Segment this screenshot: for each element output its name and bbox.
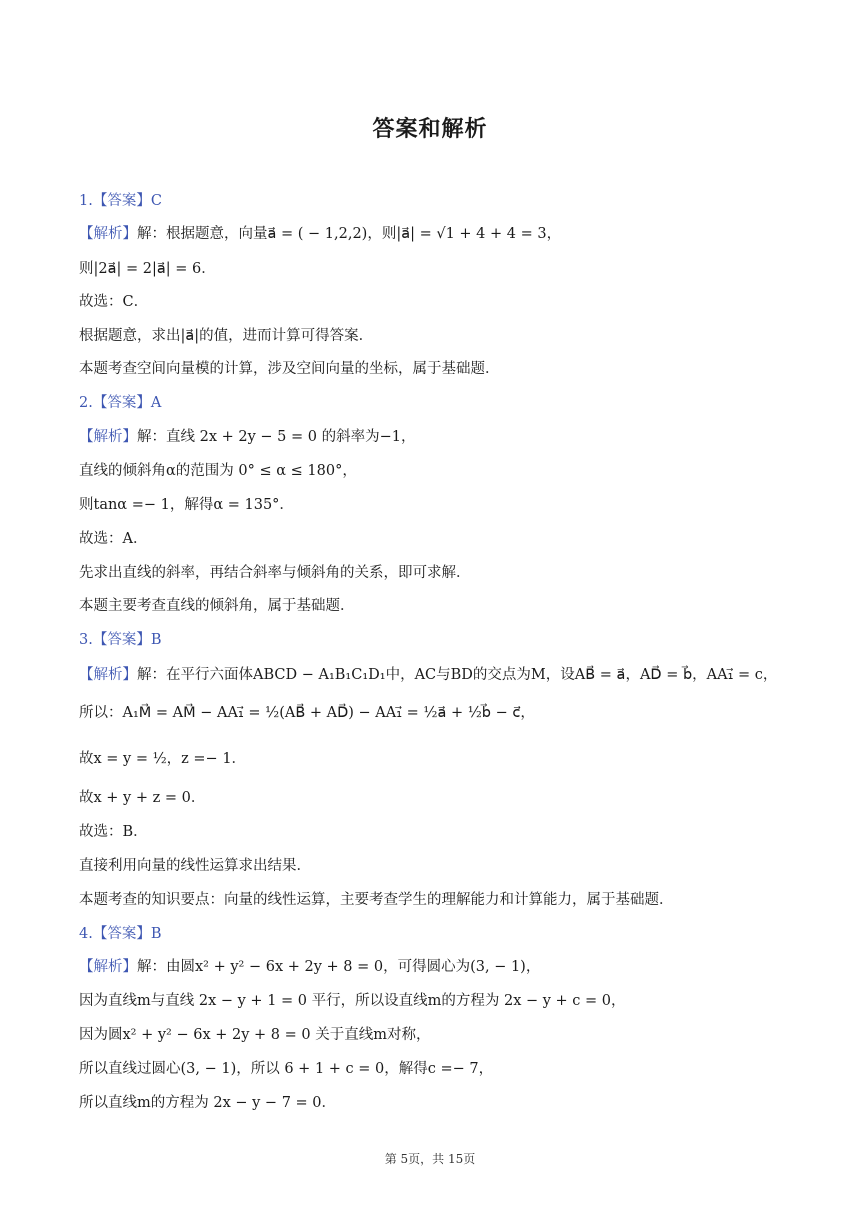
explanation-line: 故选：B． — [79, 824, 148, 840]
analysis-tag: 【解析】 — [79, 959, 137, 975]
explanation-line: 【解析】解：直线 2x + 2y − 5 = 0 的斜率为−1， — [79, 429, 416, 445]
explanation-line: 根据题意，求出|a⃗|的值，进而计算可得答案． — [79, 328, 374, 344]
analysis-tag: 【解析】 — [79, 667, 137, 683]
answer-header-4: 4.【答案】B — [79, 926, 162, 942]
explanation-line: 所以：A₁M⃗ = AM⃗ − AA₁⃗ = ½(AB⃗ + AD⃗) − AA₁⃗ = ½a⃗ + ½b⃗ − c⃗， — [79, 705, 535, 721]
explanation-line: 【解析】解：由圆x² + y² − 6x + 2y + 8 = 0，可得圆心为(3, − 1)， — [79, 959, 541, 975]
explanation-line: 因为直线m与直线 2x − y + 1 = 0 平行，所以设直线m的方程为 2x − y + c = 0， — [79, 993, 626, 1009]
explanation-line: 所以直线过圆心(3, − 1)，所以 6 + 1 + c = 0，解得c =− 7， — [79, 1061, 494, 1077]
answer-header-1: 1.【答案】C — [79, 193, 162, 209]
explanation-line: 【解析】解：在平行六面体ABCD − A₁B₁C₁D₁中，AC与BD的交点为M，设AB⃗ = a⃗，AD⃗ = b⃗，AA₁⃗ = c， — [79, 667, 778, 683]
explanation-line: 直接利用向量的线性运算求出结果． — [79, 858, 311, 874]
answer-header-3: 3.【答案】B — [79, 632, 162, 648]
explanation-line: 因为圆x² + y² − 6x + 2y + 8 = 0 关于直线m对称， — [79, 1027, 431, 1043]
explanation-line: 本题考查的知识要点：向量的线性运算，主要考查学生的理解能力和计算能力，属于基础题． — [79, 892, 674, 908]
explanation-line: 本题主要考查直线的倾斜角，属于基础题． — [79, 598, 355, 614]
explanation-line: 则|2a⃗| = 2|a⃗| = 6． — [79, 261, 216, 277]
explanation-line: 故选：C． — [79, 294, 149, 310]
explanation-line: 直线的倾斜角α的范围为 0° ≤ α ≤ 180°， — [79, 463, 357, 479]
explanation-line: 所以直线m的方程为 2x − y − 7 = 0． — [79, 1095, 337, 1111]
analysis-tag: 【解析】 — [79, 429, 137, 445]
answer-header-2: 2.【答案】A — [79, 395, 162, 411]
explanation-line: 故选：A． — [79, 531, 148, 547]
page-footer: 第 5页，共 15页 — [384, 1152, 476, 1166]
explanation-line: 先求出直线的斜率，再结合斜率与倾斜角的关系，即可求解． — [79, 565, 471, 581]
explanation-line: 本题考查空间向量模的计算，涉及空间向量的坐标，属于基础题． — [79, 361, 500, 377]
analysis-tag: 【解析】 — [79, 226, 137, 242]
explanation-line: 故x + y + z = 0． — [79, 790, 206, 806]
explanation-line: 故x = y = ½，z =− 1． — [79, 751, 247, 767]
explanation-line: 【解析】解：根据题意，向量a⃗ = ( − 1,2,2)，则|a⃗| = √1 + 4 + 4 = 3， — [79, 226, 562, 242]
explanation-line: 则tanα =− 1，解得α = 135°． — [79, 497, 294, 513]
page-title: 答案和解析 — [372, 117, 488, 142]
